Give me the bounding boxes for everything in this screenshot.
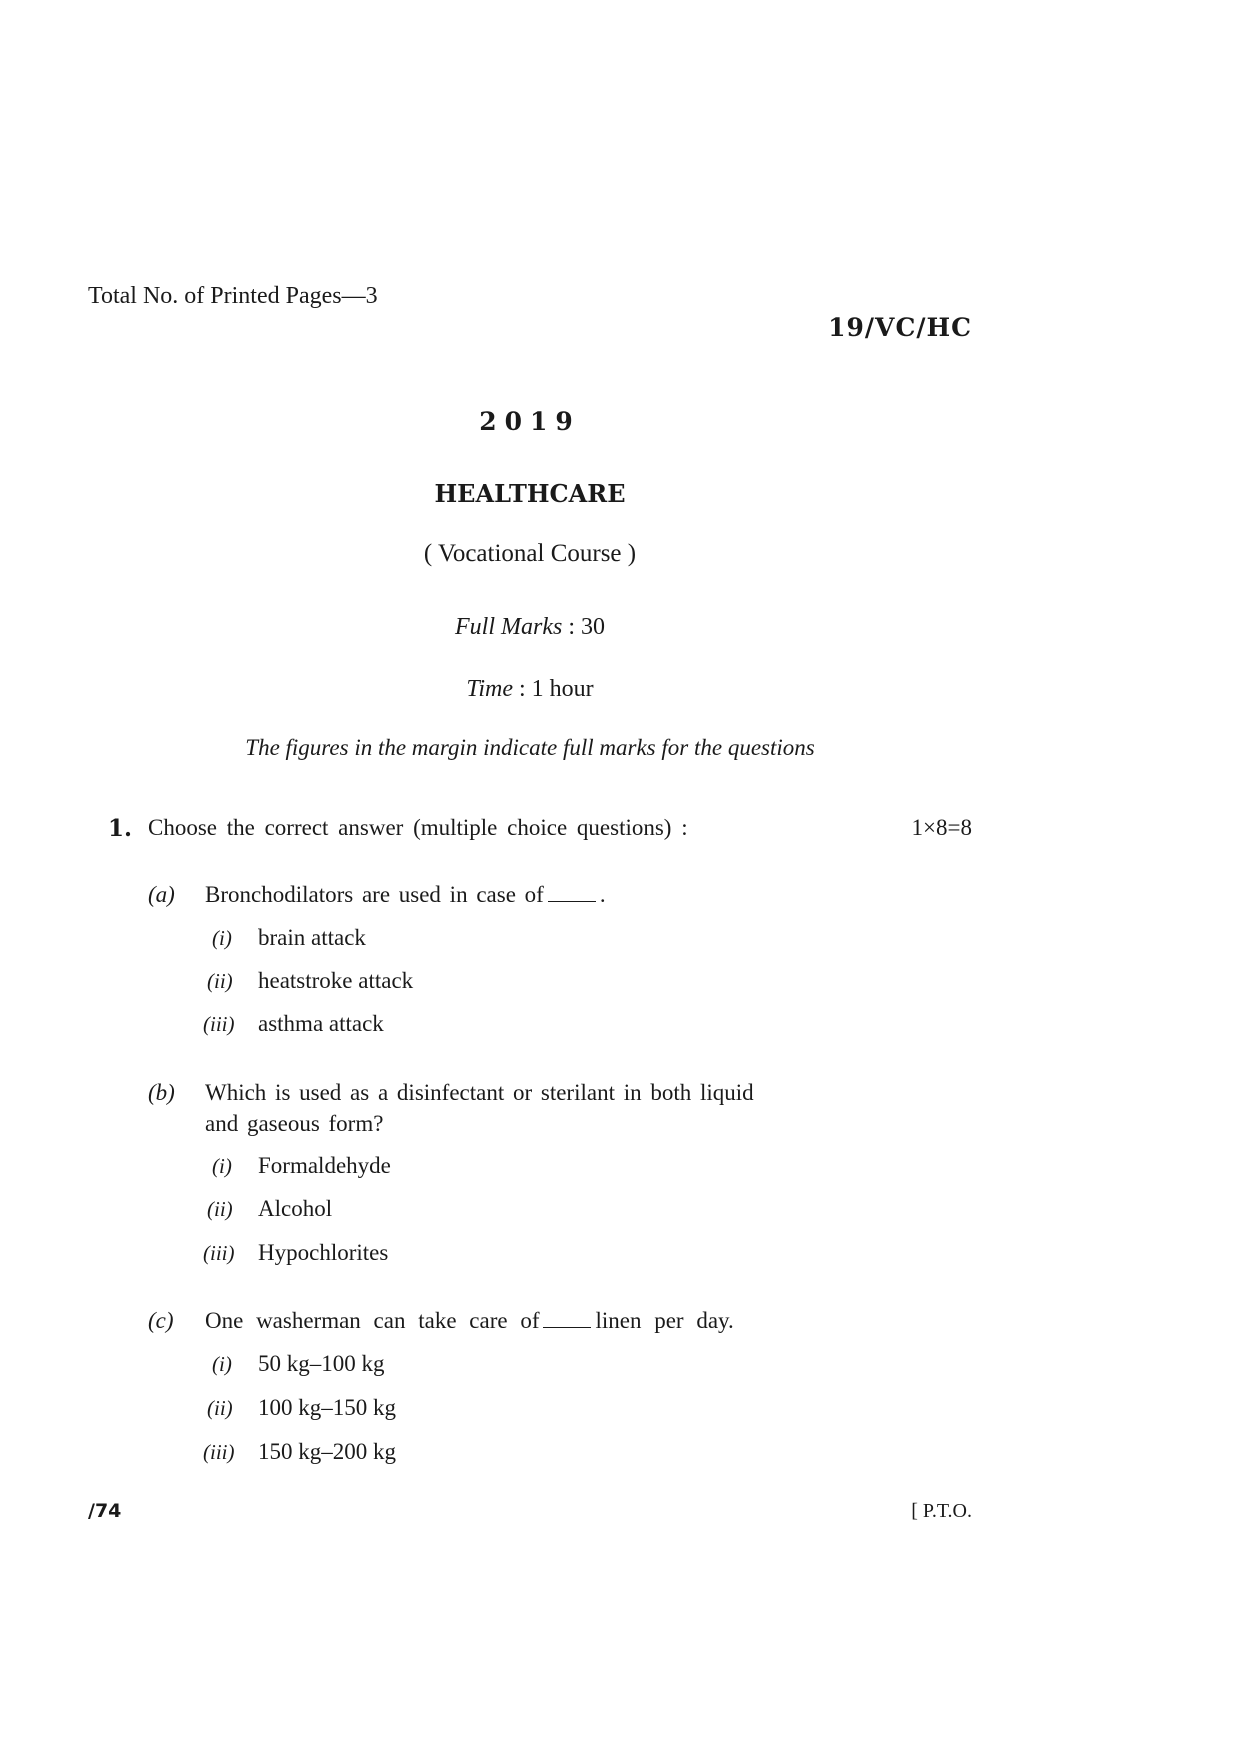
part-a-text: [205, 882, 606, 908]
part-b-text-line2: and gaseous form?: [205, 1111, 384, 1136]
footer-pto: [ P.T.O.: [911, 1500, 972, 1522]
option-label: (iii): [203, 1241, 235, 1265]
option-text: heatstroke attack: [258, 968, 414, 993]
question-number: 1.: [108, 815, 133, 842]
time-label: Time: [466, 676, 513, 702]
marks-instruction: The figures in the margin indicate full marks for the questions: [245, 735, 815, 760]
full-marks: [0, 614, 1060, 641]
answer-blank: [543, 1327, 591, 1328]
part-b-label: (b): [148, 1080, 175, 1105]
option-label: (ii): [207, 1197, 233, 1221]
part-a-label: (a): [148, 882, 175, 907]
option-label: (i): [212, 926, 232, 950]
option-text: brain attack: [258, 925, 366, 950]
option-label: (i): [212, 1352, 232, 1376]
answer-blank: [548, 901, 596, 902]
subject-title: HEALTHCARE: [434, 479, 626, 508]
part-a-text-before: Bronchodilators are used in case of: [205, 882, 544, 907]
option-text: 100 kg–150 kg: [258, 1395, 396, 1420]
question-marks: 1×8=8: [911, 815, 972, 840]
full-marks-value: : 30: [562, 614, 605, 640]
part-a-text-after: .: [599, 882, 606, 907]
option-label: (ii): [207, 1396, 233, 1420]
time-value: : 1 hour: [513, 676, 594, 702]
option-text: 50 kg–100 kg: [258, 1351, 385, 1376]
exam-time: [0, 676, 1060, 703]
part-c-text: [205, 1308, 734, 1334]
option-label: (i): [212, 1154, 232, 1178]
full-marks-label: Full Marks: [455, 614, 563, 640]
printed-pages-note: Total No. of Printed Pages—3: [88, 283, 378, 309]
option-label: (iii): [203, 1012, 235, 1036]
exam-year: 2019: [479, 407, 581, 436]
part-c-text-after: linen per day.: [595, 1308, 734, 1333]
option-text: Alcohol: [258, 1196, 333, 1221]
option-label: (ii): [207, 969, 233, 993]
option-text: Formaldehyde: [258, 1153, 391, 1178]
option-label: (iii): [203, 1440, 235, 1464]
option-text: 150 kg–200 kg: [258, 1439, 396, 1464]
part-c-label: (c): [148, 1308, 174, 1333]
part-c-text-before: One washerman can take care of: [205, 1308, 540, 1333]
question-text: Choose the correct answer (multiple choice questions) :: [148, 815, 688, 840]
part-b-text-line1: Which is used as a disinfectant or sterilant in both liquid: [205, 1080, 754, 1105]
course-subtitle: ( Vocational Course ): [423, 540, 637, 567]
option-text: asthma attack: [258, 1011, 384, 1036]
paper-code: 19/VC/HC: [828, 313, 972, 342]
option-text: Hypochlorites: [258, 1240, 389, 1265]
footer-code: /74: [88, 1500, 122, 1522]
